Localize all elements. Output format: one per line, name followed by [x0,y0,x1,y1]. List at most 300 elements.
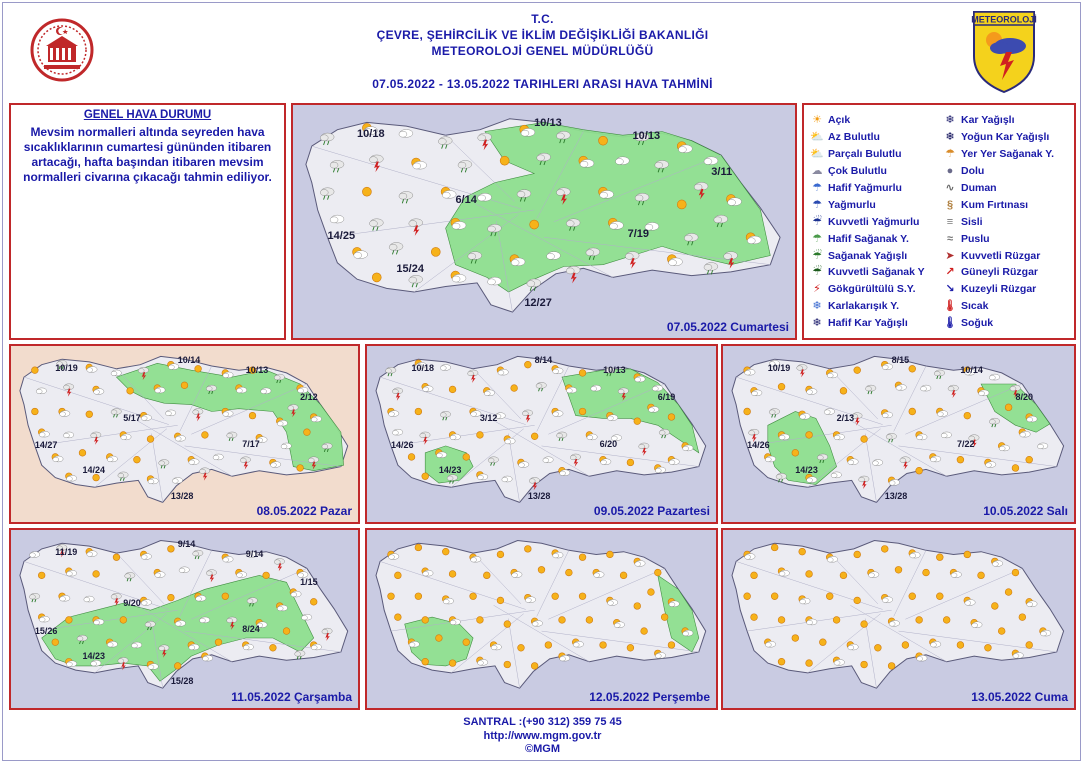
weather-symbol [874,644,881,651]
weather-symbol [627,459,634,466]
legend-item-label: Gökgürültülü S.Y. [828,283,916,296]
weather-symbol [422,473,429,480]
legend-item [943,146,1054,163]
sun-small-cloud-icon: ⛅ [810,131,824,144]
weather-symbol [668,414,675,421]
weather-symbol [840,572,847,579]
legend-item [810,281,925,298]
weather-symbol [600,642,607,649]
weather-symbol [213,454,223,460]
weather-symbol [168,594,175,601]
weather-symbol [249,412,256,419]
weather-symbol [199,468,209,481]
legend-item [943,129,1054,146]
legend-item-label: Kuzeyli Rüzgar [961,283,1037,296]
weather-symbol [854,597,861,604]
general-weather-panel [9,103,286,340]
legend-item [810,230,925,247]
weather-symbol [792,449,799,456]
weather-symbol [127,387,134,394]
legend-item-label: Hafif Sağanak Y. [828,232,909,245]
temperature-label: 7/22 [956,439,975,450]
strong-wind-icon: ➤ [945,249,955,262]
legend-item-label: Soğuk [961,317,994,330]
temperature-label: 10/14 [960,364,983,375]
temperature-label: 9/14 [245,548,264,559]
weather-symbol [86,411,93,418]
haze-icon: ≈ [946,232,954,245]
weather-symbol [388,593,395,600]
partly-cloudy-icon: ⛅ [810,148,824,161]
weather-symbol [79,449,86,456]
weather-symbol [29,551,39,557]
legend-item-label: Yer Yer Sağanak Y. [961,148,1055,161]
weather-symbol [668,642,675,649]
snow-icon: ❄ [945,114,955,127]
smoke-icon: ∿ [945,182,955,194]
forecast-map-friday [721,528,1076,710]
weather-symbol [989,374,999,380]
legend-item [810,264,925,281]
temperature-label: 14/25 [327,230,356,242]
weather-symbol [415,544,422,551]
weather-symbol [281,443,291,449]
weather-symbol [964,551,971,558]
weather-symbol [181,382,188,389]
weather-symbol [620,572,627,579]
weather-symbol [634,603,641,610]
heavy-snow-icon: ❄ [945,131,955,144]
light-shower-icon: ☂ [812,232,822,245]
legend-item [810,213,925,230]
hail-icon: ● [946,165,954,178]
heavy-rain-icon: ☔ [812,215,822,228]
legend-item-label: Kum Fırtınası [961,198,1029,211]
weather-symbol [1026,456,1033,463]
weather-symbol [991,603,998,610]
weather-symbol [524,361,531,368]
weather-symbol [477,617,484,624]
weather-symbol [652,385,662,391]
weather-symbol [778,617,785,624]
legend-item-label: Hafif Kar Yağışlı [828,317,908,330]
weather-symbol [861,661,868,668]
weather-symbol [1026,642,1033,649]
weather-symbol [854,367,861,374]
weather-symbol [394,572,401,579]
weather-symbol [771,544,778,551]
weather-symbol [120,617,127,624]
light-snow-icon: ❄ [812,317,822,330]
map-date-label: 07.05.2022 Cumartesi [666,320,789,334]
local-shower-icon: ☂ [945,148,955,161]
legend-item [943,264,1054,281]
weather-symbol [504,661,511,668]
weather-symbol [840,387,847,394]
sandstorm-icon: § [946,198,954,211]
weather-symbol [909,408,916,415]
forecast-map-monday [365,344,718,524]
weather-symbol [215,639,222,646]
weather-symbol [579,408,586,415]
weather-symbol [415,408,422,415]
temperature-label: 14/23 [82,650,105,661]
weather-symbol [545,642,552,649]
footer-copyright: ©MGM [525,743,560,755]
legend-column-left [810,112,925,332]
weather-symbol [38,572,45,579]
weather-symbol [565,569,572,576]
sleet-icon: ❄ [812,300,822,313]
weather-symbol [957,642,964,649]
weather-symbol [531,433,538,440]
weather-symbol [530,220,539,229]
weather-symbol [824,409,834,415]
weather-symbol [174,663,181,670]
weather-symbol [502,476,512,482]
temperature-label: 15/28 [170,676,194,687]
header-tc: T.C. [531,12,554,26]
temperature-label: 10/18 [411,363,435,374]
header-ministry: ÇEVRE, ŞEHİRCİLİK VE İKLİM DEĞİŞİKLİĞİ BAKANLIĞI [376,28,709,42]
weather-symbol [634,418,641,425]
weather-symbol [538,566,545,573]
weather-symbol [172,477,182,483]
temperature-label: 13/28 [527,490,551,501]
weather-symbol [483,572,490,579]
weather-symbol [751,614,758,621]
weather-symbol [470,593,477,600]
legend-item [943,315,1054,332]
temperature-label: 2/13 [836,412,855,423]
legend-item-label: Puslu [961,232,990,245]
weather-symbol [131,642,141,648]
weather-symbol [936,593,943,600]
legend-item [943,163,1054,180]
weather-symbol [202,432,209,439]
temperature-label: 14/27 [34,440,58,451]
weather-symbol [654,569,661,576]
weather-symbol [283,628,290,635]
weather-symbol [923,569,930,576]
shower-icon: ☔ [812,249,822,262]
footer-phone: SANTRAL :(+90 312) 359 75 45 [463,716,622,728]
cloudy-icon: ☁ [811,165,823,178]
legend-item-label: Hafif Yağmurlu [828,182,902,194]
footer-url[interactable]: http://www.mgm.gov.tr [483,730,602,742]
meteoroloji-logo-text: METEOROLOJİ [971,14,1037,25]
forecast-map-thursday [365,528,718,710]
legend-item-label: Karlakarışık Y. [828,300,900,313]
weather-symbol [792,635,799,642]
weather-symbol [93,571,100,578]
weather-symbol [392,429,402,435]
weather-symbol [524,546,531,553]
weather-symbol [463,639,470,646]
legend-item [810,129,925,146]
weather-symbol [531,663,538,670]
weather-symbol [985,644,992,651]
thunder-icon: ⚡ [813,283,821,296]
south-wind-icon: ↗ [945,266,955,279]
temperature-label: 10/18 [357,127,385,140]
weather-symbol [134,456,141,463]
weather-symbol [431,247,440,256]
legend-item-label: Sıcak [961,300,989,313]
weather-symbol [957,456,964,463]
weather-symbol [222,593,229,600]
fog-icon: ≡ [946,215,954,228]
weather-symbol [147,436,154,443]
weather-symbol [1005,404,1012,411]
weather-symbol [778,383,785,390]
legend-item [810,146,925,163]
legend-item [943,196,1054,213]
weather-symbol [806,571,813,578]
temperature-label: 3/11 [711,166,733,179]
weather-symbol [113,554,120,561]
legend-item [943,281,1054,298]
weather-symbol [408,454,415,461]
temperature-label: 1/15 [300,576,318,587]
map-date-label: 09.05.2022 Pazartesi [593,504,710,518]
temperature-label: 14/23 [795,465,818,476]
map-date-label: 08.05.2022 Pazar [256,504,352,518]
weather-symbol [1005,589,1012,596]
weather-symbol [422,617,429,624]
weather-symbol [831,472,841,478]
weather-symbol [559,617,566,624]
temperature-label: 10/13 [603,364,626,375]
weather-symbol [586,617,593,624]
legend-item [810,112,925,129]
temperature-label: 3/12 [479,412,498,423]
temperature-label: 6/19 [657,392,676,403]
temperature-label: 15/24 [396,262,424,275]
weather-symbol [1012,569,1019,576]
weather-symbol [497,551,504,558]
temperature-label: 14/26 [747,440,770,451]
weather-symbol [52,639,59,646]
turkey-map [367,530,716,708]
legend-item [810,315,925,332]
weather-symbol [165,410,175,416]
weather-symbol [436,635,443,642]
weather-symbol [168,546,175,553]
weather-symbol [744,593,751,600]
temperature-label: 10/13 [534,116,562,129]
weather-symbol [199,617,209,623]
weather-symbol [297,465,304,472]
legend-item-label: Yoğun Kar Yağışlı [961,131,1050,144]
legend-item-label: Sisli [961,215,983,228]
legend-item-label: Yağmurlu [828,198,876,211]
temperature-label: 7/17 [242,439,260,450]
rain-icon: ☂ [812,198,822,211]
temperature-label: 11/19 [55,547,78,558]
temperature-label: 10/14 [177,355,201,366]
temperature-label: 13/28 [170,490,194,501]
weather-symbol [372,273,381,282]
legend-item [943,247,1054,264]
weather-symbol [66,617,73,624]
weather-symbol [806,432,813,439]
weather-symbol [477,432,484,439]
weather-symbol [497,597,504,604]
weather-symbol [449,386,456,393]
weather-symbol [826,593,833,600]
legend-item-label: Kuvvetli Rüzgar [961,249,1041,262]
weather-symbol [270,644,277,651]
weather-symbol [566,266,580,283]
weather-symbol [511,385,518,392]
general-weather-text: Mevsim normalleri altında seyreden hava sıcaklıklarının cumartesi gününden itibaren artacağı, hafta başından itibaren mevsim normalleri civarına çıkacağı tahmin ediliyor. [23,125,272,184]
map-date-label: 13.05.2022 Cuma [971,690,1068,704]
weather-symbol [36,388,46,394]
legend-item [943,230,1054,247]
legend-item-label: Dolu [961,165,985,178]
weather-symbol [1012,465,1019,472]
general-weather-title: GENEL HAVA DURUMU [83,109,212,121]
sun-icon: ☀ [812,114,822,127]
weather-symbol [648,589,655,596]
legend-item [810,163,925,180]
temperature-label: 6/14 [455,193,477,206]
weather-symbol [861,436,868,443]
weather-symbol [111,370,121,376]
forecast-map-sunday [9,344,360,524]
weather-symbol [440,364,450,370]
weather-symbol [579,593,586,600]
weather-symbol [943,617,950,624]
legend-item [810,298,925,315]
temperature-label: 7/19 [627,228,650,241]
legend-panel [802,103,1076,340]
weather-symbol [799,548,806,555]
weather-symbol [463,454,470,461]
weather-symbol [921,385,931,391]
weather-symbol [195,365,202,372]
weather-symbol [751,572,758,579]
temperature-label: 14/24 [82,465,105,476]
weather-symbol [861,621,868,628]
legend-item-label: Az Bulutlu [828,131,880,144]
cold-icon: 🌡 [943,317,957,330]
turkey-landmass [376,541,706,689]
weather-symbol [895,566,902,573]
legend-item [810,247,925,264]
weather-symbol [93,474,100,481]
weather-symbol [579,554,586,561]
legend-item-label: Kuvvetli Sağanak Y [828,266,925,279]
temperature-label: 14/26 [391,440,414,451]
weather-symbol [941,432,951,438]
legend-item-label: Kar Yağışlı [961,114,1015,127]
meteoroloji-logo [970,8,1038,94]
legend-item-label: Parçalı Bulutlu [828,148,902,161]
forecast-map-saturday [291,103,797,340]
turkey-landmass [732,541,1064,689]
weather-symbol [261,388,271,394]
weather-symbol [442,548,449,555]
weather-symbol [91,660,101,666]
temperature-label: 14/23 [438,465,462,476]
weather-symbol [84,596,94,602]
weather-symbol [833,617,840,624]
light-rain-icon: ☂ [812,182,822,194]
weather-symbol [888,663,895,670]
temperature-label: 9/20 [123,597,141,608]
weather-symbol [591,385,601,391]
weather-symbol [916,617,923,624]
weather-symbol [627,644,634,651]
weather-symbol [916,467,923,474]
turkey-map [723,530,1074,708]
map-date-label: 12.05.2022 Perşembe [589,690,710,704]
weather-symbol [806,660,813,667]
temperature-label: 2/12 [300,392,318,403]
legend-item [810,196,925,213]
temperature-label: 5/17 [123,412,141,423]
weather-symbol [422,658,429,665]
weather-symbol [909,593,916,600]
weather-symbol [552,593,559,600]
temperature-label: 10/19 [55,363,78,374]
temperature-label: 8/14 [534,355,553,366]
temperature-label: 10/13 [245,364,269,375]
weather-symbol [599,136,608,145]
legend-item-label: Güneyli Rüzgar [961,266,1039,279]
weather-symbol [362,187,371,196]
header-directorate: METEOROLOJİ GENEL MÜDÜRLÜĞÜ [431,44,654,58]
weather-symbol [819,639,826,646]
temperature-label: 9/14 [177,539,196,550]
weather-symbol [1037,443,1047,449]
weather-symbol [310,598,317,605]
weather-symbol [677,200,686,209]
legend-item [943,213,1054,230]
weather-symbol [449,660,456,667]
weather-symbol [543,457,553,463]
weather-symbol [936,554,943,561]
forecast-map-wednesday [9,528,360,710]
weather-symbol [32,408,39,415]
weather-symbol [607,551,614,558]
legend-item-label: Çok Bulutlu [828,165,887,178]
weather-symbol [902,642,909,649]
weather-symbol [179,567,189,573]
temperature-label: 8/15 [891,355,910,366]
weather-symbol [518,644,525,651]
temperature-label: 15/26 [34,625,58,636]
weather-symbol [661,614,668,621]
weather-symbol [872,459,882,465]
weather-symbol [641,628,648,635]
weather-symbol [304,429,311,436]
legend-item [943,180,1054,197]
weather-symbol [1019,614,1026,621]
temperature-label: 8/20 [1015,392,1033,403]
legend-column-right [943,112,1054,332]
weather-symbol [771,593,778,600]
header-date-range: 07.05.2022 - 13.05.2022 TARIHLERI ARASI HAVA TAHMİNİ [372,77,713,91]
weather-symbol [504,621,511,628]
weather-symbol [909,365,916,372]
map-date-label: 10.05.2022 Salı [983,504,1068,518]
weather-symbol [881,545,888,552]
temperature-label: 8/24 [242,624,260,635]
weather-symbol [301,614,311,620]
